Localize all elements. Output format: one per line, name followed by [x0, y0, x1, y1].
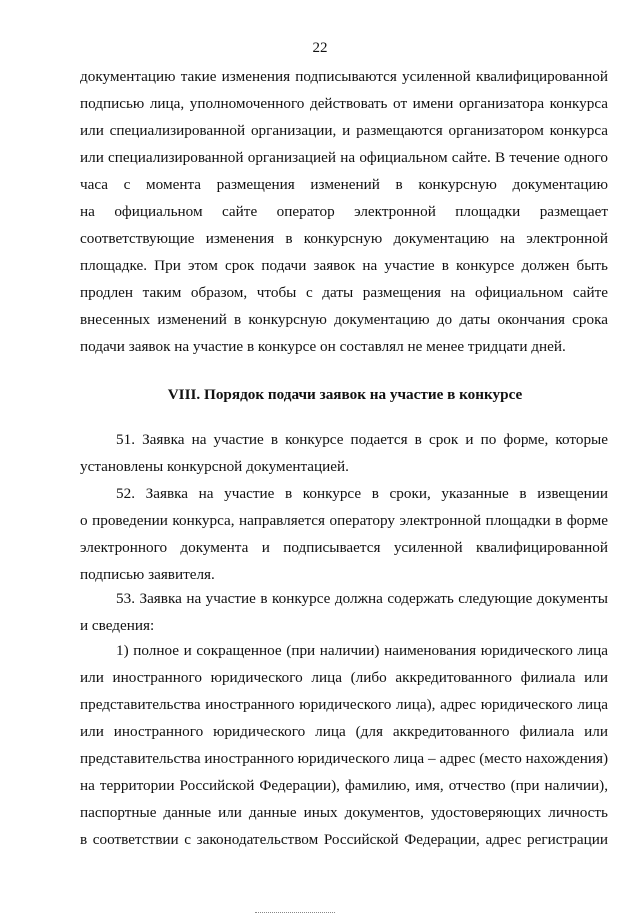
paragraph-continuation — [80, 63, 608, 360]
section-heading: VIII. Порядок подачи заявок на участие в конкурсе — [167, 386, 523, 403]
text-line: подачи заявок на участие в конкурсе он составлял не менее тридцати дней. — [80, 338, 566, 355]
text-line: внесенных изменений в конкурсную документацию до даты окончания срока — [80, 311, 608, 328]
text-line: электронного документа и подписывается усиленной квалифицированной — [80, 539, 608, 556]
text-line: продлен таким образом, чтобы с даты размещения на официальном сайте — [80, 284, 608, 301]
text-line: или иностранного юридического лица (либо аккредитованного филиала или — [80, 669, 608, 686]
text-line: 51. Заявка на участие в конкурсе подается в срок и по форме, которые — [116, 431, 608, 448]
paragraph-52 — [80, 480, 608, 588]
text-line: паспортные данные или данные иных документов, удостоверяющих личность — [80, 804, 608, 821]
scan-edge-mark — [255, 912, 335, 914]
text-line: подписью лица, уполномоченного действовать от имени организатора конкурса — [80, 95, 608, 112]
text-line: площадке. При этом срок подачи заявок на участие в конкурсе должен быть — [80, 257, 608, 274]
text-line: или специализированной организации, и размещаются организатором конкурса — [80, 122, 608, 139]
paragraph-53 — [80, 585, 608, 639]
text-line: подписью заявителя. — [80, 566, 215, 583]
text-line: на территории Российской Федерации), фамилию, имя, отчество (при наличии), — [80, 777, 608, 794]
text-line: представительства иностранного юридического лица – адрес (место нахождения) — [80, 750, 608, 767]
text-line: и сведения: — [80, 617, 155, 634]
paragraph-51 — [80, 426, 608, 480]
list-item-1 — [80, 637, 608, 853]
text-line: 1) полное и сокращенное (при наличии) наименования юридического лица — [116, 642, 608, 659]
text-line: о проведении конкурса, направляется оператору электронной площадки в форме — [80, 512, 608, 529]
text-line: часа с момента размещения изменений в конкурсную документацию — [80, 176, 608, 193]
text-line: на официальном сайте оператор электронной площадки размещает — [80, 203, 608, 220]
text-line: представительства иностранного юридического лица), адрес юридического лица — [80, 696, 608, 713]
text-line: 53. Заявка на участие в конкурсе должна содержать следующие документы — [116, 590, 608, 607]
page-number: 22 — [312, 40, 328, 56]
text-line: или специализированной организацией на официальном сайте. В течение одного — [80, 149, 608, 166]
text-line: соответствующие изменения в конкурсную документацию на электронной — [80, 230, 608, 247]
text-line: или иностранного юридического лица (для аккредитованного филиала или — [80, 723, 608, 740]
text-line: 52. Заявка на участие в конкурсе в сроки, указанные в извещении — [116, 485, 608, 502]
text-line: в соответствии с законодательством Российской Федерации, адрес регистрации — [80, 831, 608, 848]
text-line: установлены конкурсной документацией. — [80, 458, 349, 475]
text-line: документацию такие изменения подписываются усиленной квалифицированной — [80, 68, 608, 85]
